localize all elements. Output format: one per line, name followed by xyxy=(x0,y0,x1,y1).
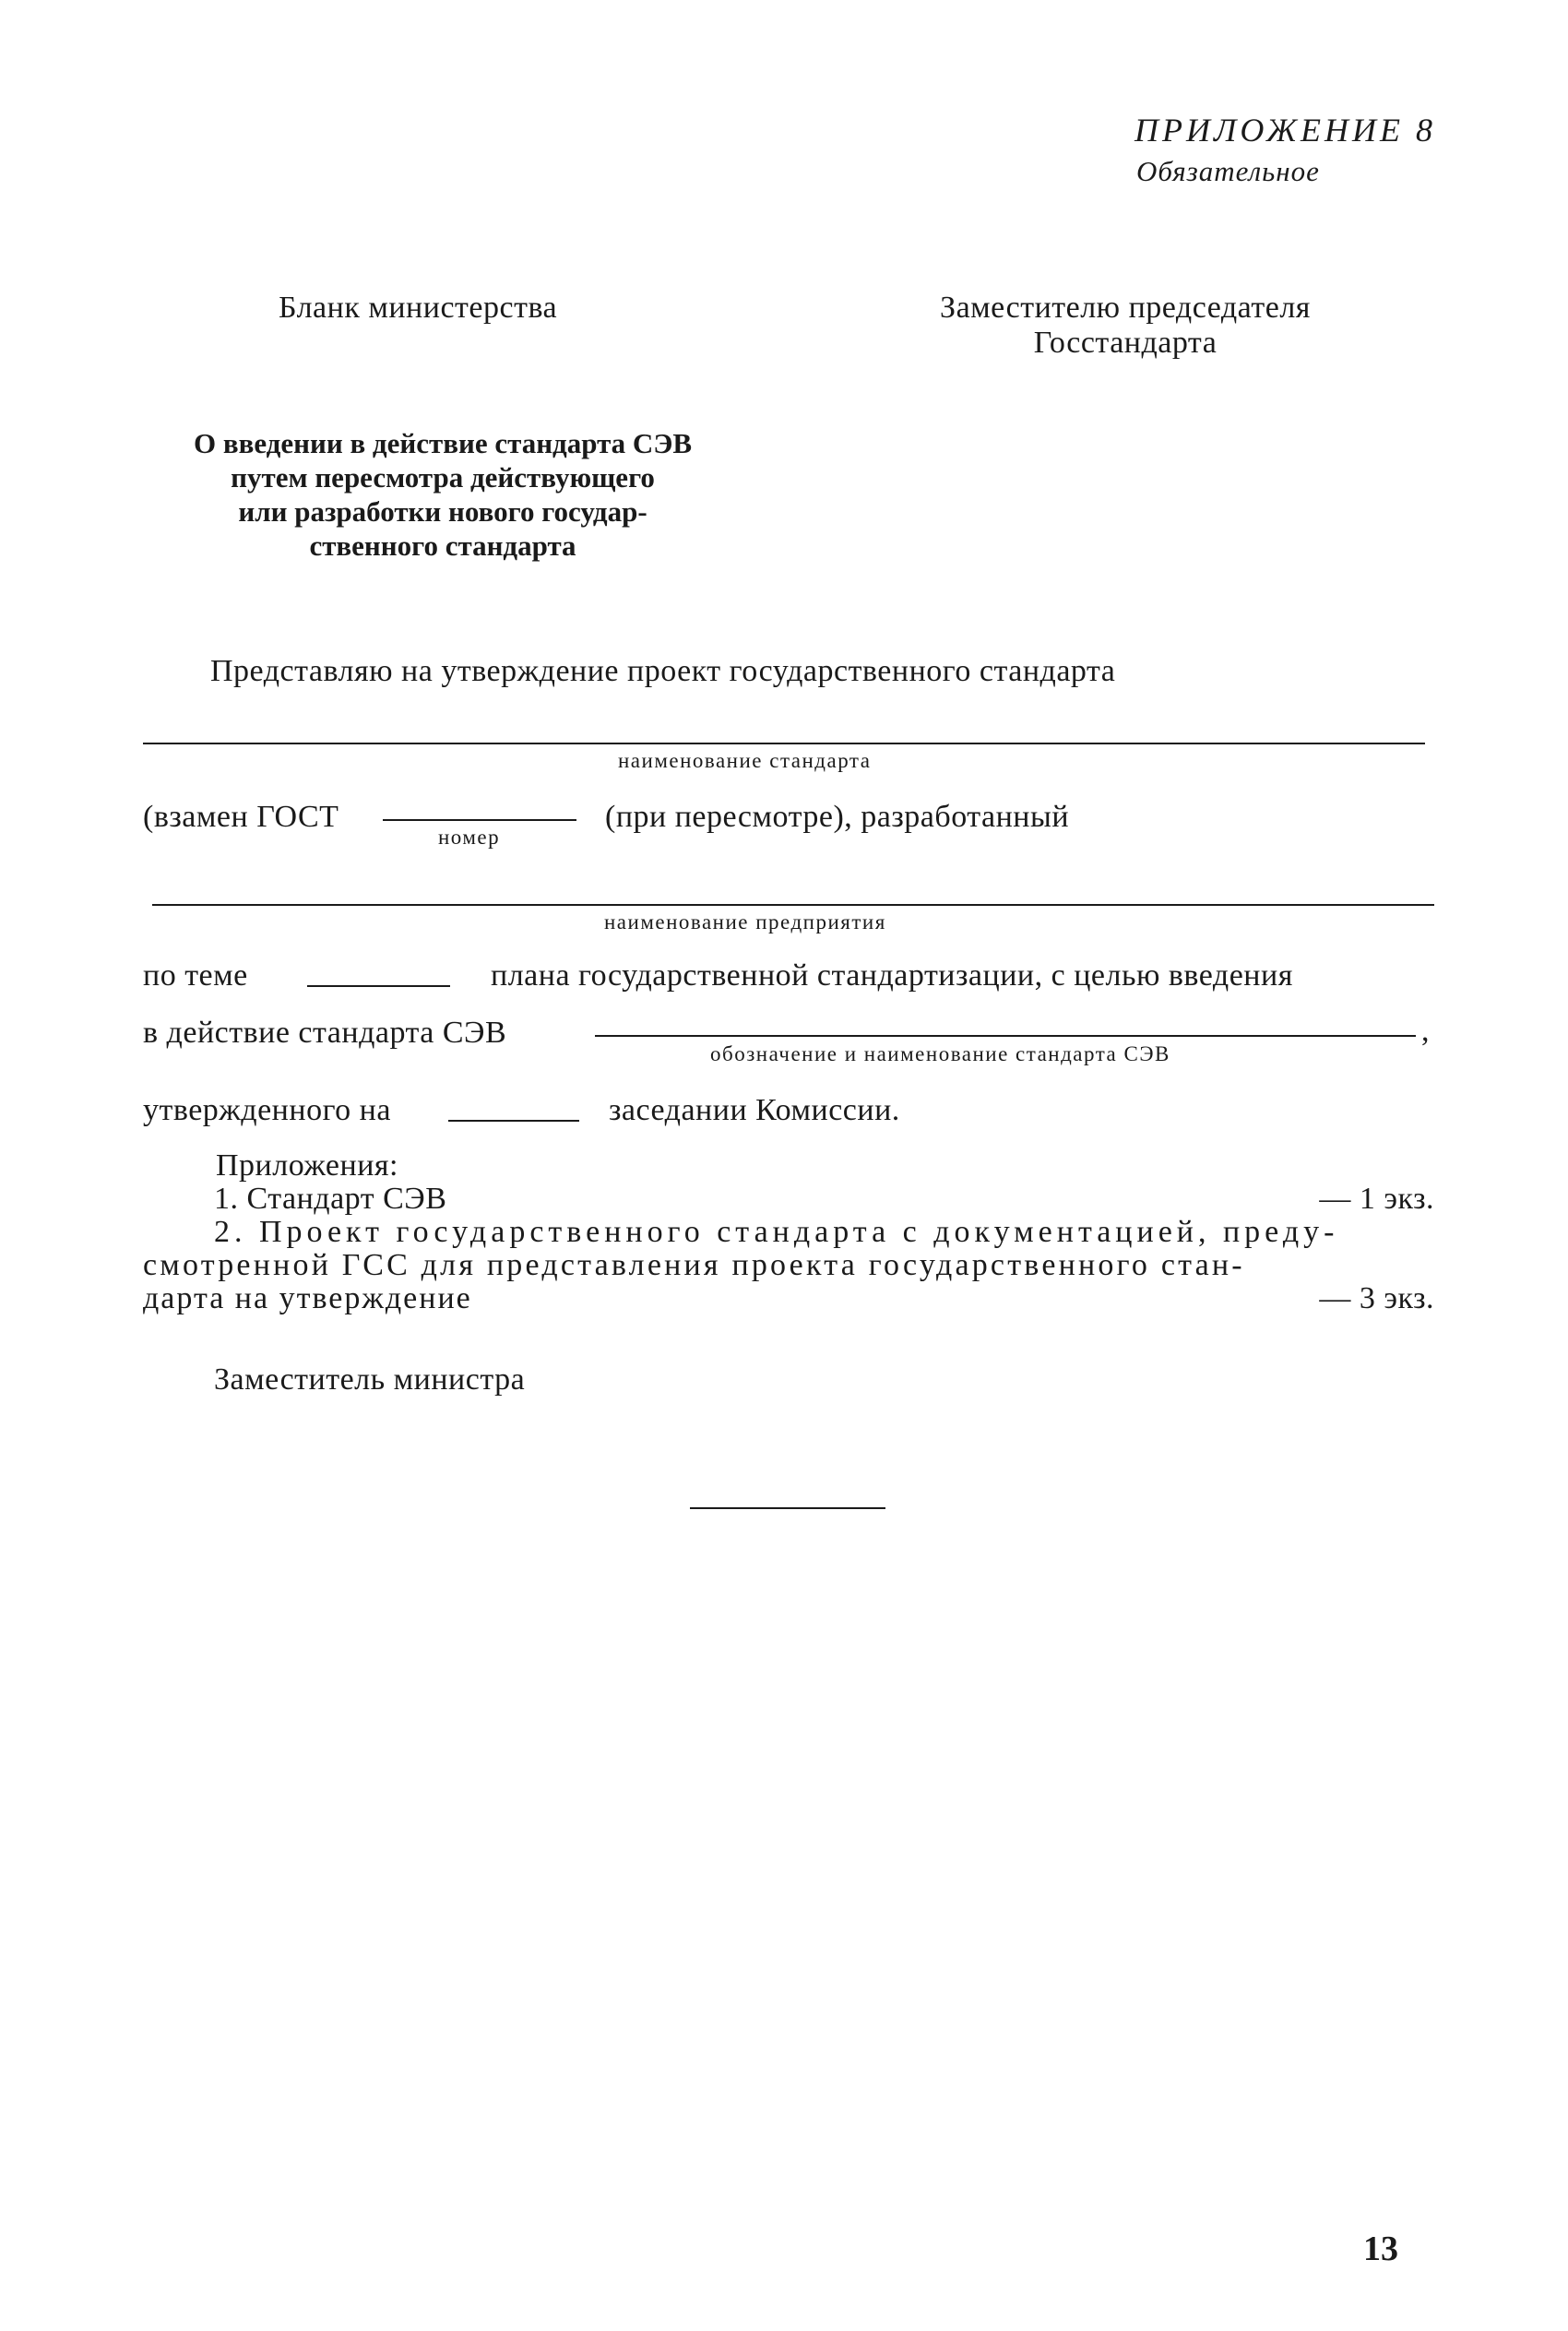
attachment-item-2-qty: — 3 экз. xyxy=(1319,1281,1434,1315)
enterprise-name-blank xyxy=(152,904,1434,906)
plan-text: плана государственной стандартизации, с целью введения xyxy=(491,958,1293,993)
page-number: 13 xyxy=(1363,2230,1398,2268)
cmea-standard-blank xyxy=(595,1035,1416,1037)
attachment-item-2-line-1-text: 2. Проект государственного стандарта с документацией, преду- xyxy=(214,1215,1339,1249)
attachment-item-2-line-1 xyxy=(214,1214,1339,1251)
cmea-standard-caption: обозначение и наименование стандарта СЭВ xyxy=(710,1042,1170,1065)
deputy-minister-signature: Заместитель министра xyxy=(214,1362,526,1397)
attachment-item-1-qty: — 1 экз. xyxy=(1319,1182,1434,1216)
standard-name-blank xyxy=(143,743,1425,744)
instead-of-gost-text: (взамен ГОСТ xyxy=(143,800,339,834)
attachments-title: Приложения: xyxy=(216,1148,398,1183)
commission-meeting-text: заседании Комиссии. xyxy=(609,1093,900,1127)
gost-number-blank xyxy=(383,819,576,821)
appendix-status: Обязательное xyxy=(1136,155,1320,187)
closing-divider xyxy=(690,1507,885,1509)
addressee-line-1: Заместителю председателя xyxy=(940,291,1311,325)
meeting-number-blank xyxy=(448,1120,579,1122)
on-topic-text: по теме xyxy=(143,958,248,993)
subject-block xyxy=(138,426,747,563)
appendix-title: ПРИЛОЖЕНИЕ 8 xyxy=(1134,112,1436,149)
addressee-line-2: Госстандарта xyxy=(1033,326,1218,360)
gost-number-caption: номер xyxy=(438,826,501,849)
intro-text: Представляю на утверждение проект государственного стандарта xyxy=(210,654,1116,688)
approved-at-text: утвержденного на xyxy=(143,1093,391,1127)
attachment-item-1: 1. Стандарт СЭВ xyxy=(214,1182,447,1216)
when-revised-text: (при пересмотре), разработанный xyxy=(605,800,1070,834)
topic-blank xyxy=(307,985,450,987)
ministry-blank-label: Бланк министерства xyxy=(279,291,558,325)
attachment-item-2-line-3: дарта на утверждение xyxy=(143,1281,472,1315)
into-force-text: в действие стандарта СЭВ xyxy=(143,1016,507,1050)
comma: , xyxy=(1421,1014,1430,1048)
subject-line: О введении в действие стандарта СЭВ xyxy=(193,427,693,459)
attachment-item-2-line-2: смотренной ГСС для представления проекта государственного стан- xyxy=(143,1248,1245,1282)
subject-line: ственного стандарта xyxy=(309,529,576,562)
enterprise-name-caption: наименование предприятия xyxy=(604,910,886,934)
standard-name-caption: наименование стандарта xyxy=(618,749,872,772)
subject-line: путем пересмотра действующего xyxy=(231,461,655,494)
subject-line: или разработки нового государ- xyxy=(238,495,647,528)
